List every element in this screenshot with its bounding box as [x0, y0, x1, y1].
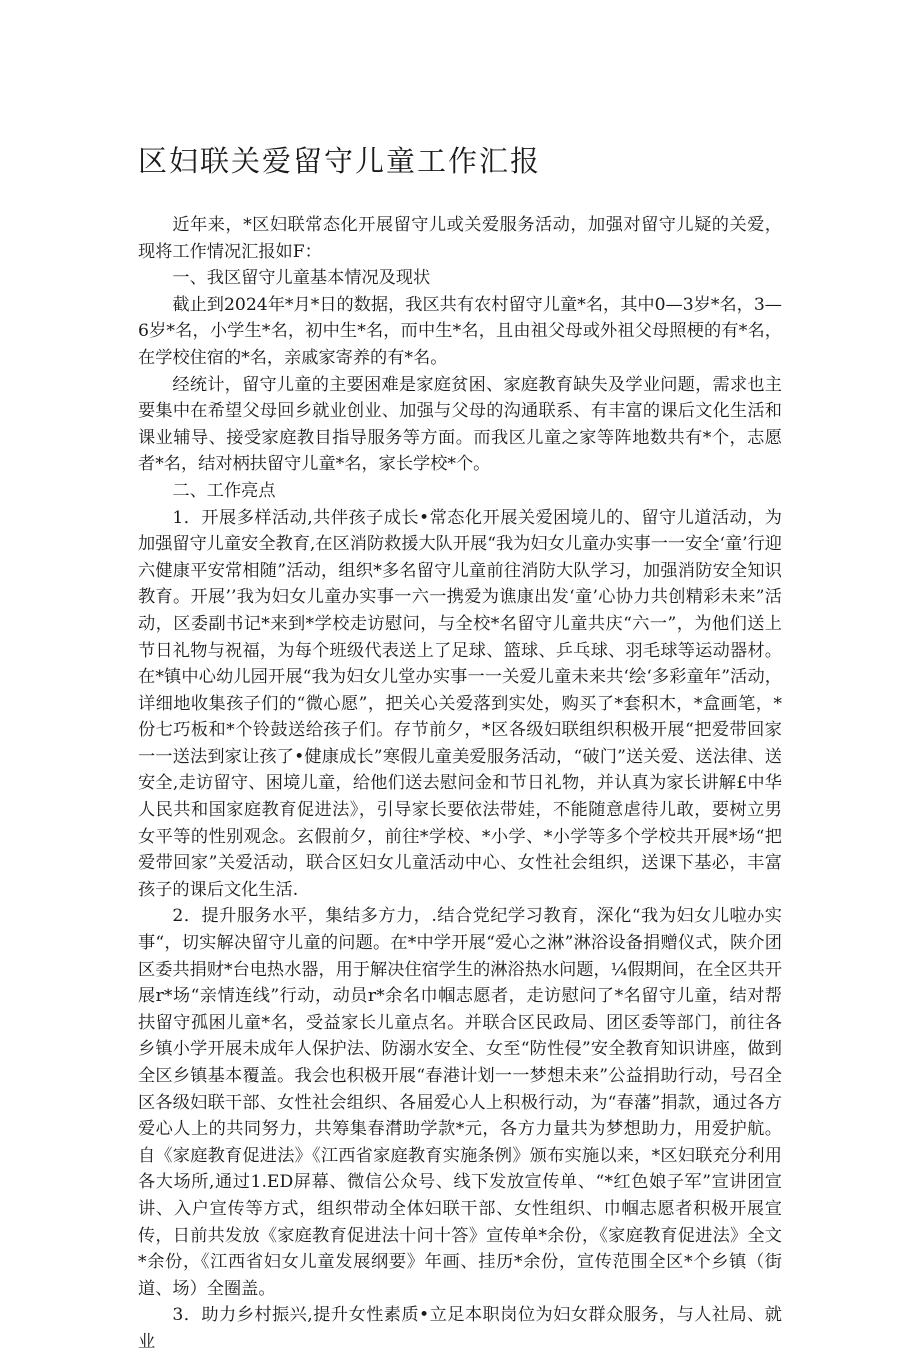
section-2-item-1: 1．开展多样活动,共伴孩子成长•常态化开展关爱困境儿的、留守儿道活动，为加强留守儿童安全教育,在区消防救援大队开展“我为妇女儿童办实事一一安全‘童’行迎六健康平安常相随”活动，组织*多名留守儿童前往消防大队学习，加强消防安全知识教育。开展’’我为妇女儿童办实事一六一携爱为谯康出发‘童’心协力共创精彩未来”活动，区委副书记*来到*学校走访慰问，与全校*名留守儿童共庆“六一”，为他们送上节日礼物与祝福，为每个班级代表送上了足球、篮球、乒乓球、羽毛球等运动器材。在*镇中心幼儿园开展“我为妇女儿堂办实事一一关爱儿童未来共‘绘‘多彩童年”活动，详细地收集孩子们的“微心愿”，把关心关爱落到实处，购买了*套积木，*盒画笔，*份七巧板和*个铃鼓送给孩子们。存节前夕，*区各级妇联组织积极开展“把爱带回家一一送法到家让孩了•健康成长”寒假儿童美爱服务活动，“破门”送关爱、送法律、送安全,走访留守、困境儿童，给他们送去慰问金和节日礼物，并认真为家长讲解£中华人民共和国家庭教育促进法》，引导家长要依法带娃，不能随意虐待儿敢，要树立男女平等的性别观念。玄假前夕，前往*学校、*小学、*小学等多个学校共开展*场“把爱带回家”关爱活动，联合区妇女儿童活动中心、女性社会组织，送课下基必，丰富孩子的课后文化生活.	[138, 507, 782, 900]
intro-paragraph: 近年来，*区妇联常态化开展留守儿或关爱服务活动，加强对留守儿疑的关爱，现将工作情况汇报如F：	[138, 215, 782, 262]
section-2-item-3: 3．助力乡村振兴,提升女性素质•立足本职岗位为妇女群众服务，与人社局、就业	[138, 1305, 782, 1352]
section-2-item-2: 2．提升服务水平，集结多方力，.结合党纪学习教育，深化“我为妇女儿啦办实事“，切实解决留守儿童的问题。在*中学开展“爱心之淋”淋浴设备捐赠仪式，陕介团区委共捐财*台电热水器，用于解决住宿学生的淋浴热水问题，¼假期间，在全区共开展r*场“亲情连线”行动，动员r*余名巾帼志愿者，走访慰问了*名留守儿童，结对帮扶留守孤困儿童*名，受益家长儿童点名。并联合区民政局、团区委等部门，前往各乡镇小学开展未成年人保护法、防溺水安全、女至“防性侵”安全教育知识讲座，做到全区乡镇基本覆盖。我会也积极开展“春港计划一一梦想未来”公益捐助行动，号召全区各级妇联干部、女性社会组织、各届爱心人上积极行动，为“春藩”捐款，通过各方爱心人上的共同努力，共筹集春潸助学款*元，各方力量共为梦想助力，用爱护航。自《家庭教育促进法》《江西省家庭教育实施条例》颁布实施以来，*区妇联充分利用各大场所,通过1.ED屏幕、微信公众号、线下发放宣传单、“*红色娘子军”宣讲团宣讲、入户宣传等方式，组织带动全体妇联干部、女性组织、巾帼志愿者积极开展宣传，日前共发放《家庭教育促进法十问十答》宣传单*余份，《家庭教育促进法》全文*余份，《江西省妇女儿童发展纲要》年画、挂历*余份，宣传范围全区*个乡镇（街道、场）全圈盖。	[138, 906, 783, 1299]
section-2-heading: 二、工作亮点	[172, 480, 276, 501]
section-1-heading: 一、我区留守儿童基本情况及现状	[172, 268, 431, 289]
section-1-paragraph-2: 经统计，留守儿童的主要困难是家庭贫困、家庭教育缺失及学业问题，需求也主要集中在希望父母回乡就业创业、加强与父母的沟通联系、有丰富的课后文化生活和课业辅导、接受家庭教目指导服务等方面。而我区儿童之家等阵地数共有*个，志愿者*名，结对柄扶留守儿童*名，家长学校*个。	[138, 374, 782, 475]
section-1-paragraph-1: 截止到2024年*月*日的数据，我区共有农村留守儿童*名，其中0—3岁*名，3—6岁*名，小学生*名，初中生*名，而中生*名，且由祖父母或外祖父母照梗的有*名，在学校住宿的*名，亲戚家寄养的有*名。	[138, 294, 782, 368]
document-title: 区妇联关爱留守儿童工作汇报	[138, 144, 542, 178]
